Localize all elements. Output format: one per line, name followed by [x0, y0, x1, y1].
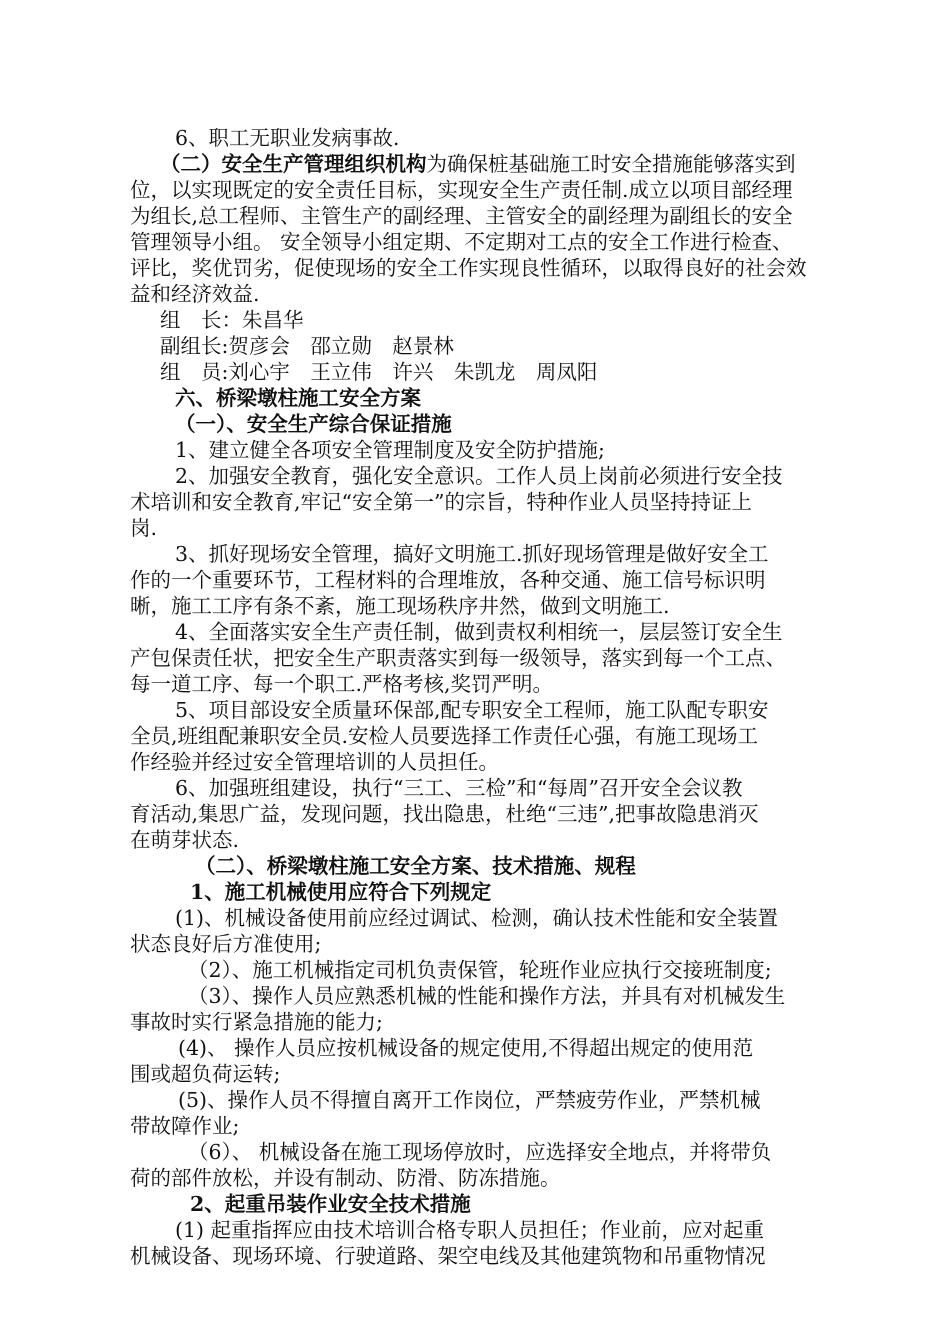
section-heading: （一）、安全生产综合保证措施: [175, 412, 452, 436]
paragraph-line: （3）、操作人员应熟悉机械的性能和操作方法，并具有对机械发生: [188, 984, 786, 1008]
team-members: 组 员:刘心宇 王立伟 许兴 朱凯龙 周凤阳: [160, 360, 598, 384]
paragraph-line: 位，以实现既定的安全责任目标，实现安全生产责任制.成立以项目部经理: [130, 178, 793, 202]
paragraph-line: 4、全面落实安全生产责任制，做到责权利相统一，层层签订安全生: [175, 620, 783, 644]
paragraph-line: 作的一个重要环节，工程材料的合理堆放，各种交通、施工信号标识明: [130, 568, 766, 592]
paragraph-line: 作经验并经过安全管理培训的人员担任。: [130, 750, 499, 774]
paragraph-line: 每一道工序、每一个职工.严格考核,奖罚严明。: [130, 672, 554, 696]
paragraph-line: (4)、 操作人员应按机械设备的规定使用,不得超出规定的使用范: [178, 1036, 754, 1060]
paragraph-line: 6、职工无职业发病事故.: [175, 126, 400, 150]
section-heading: （二）安全生产管理组织机构: [160, 152, 427, 176]
paragraph-line: （6）、 机械设备在施工现场停放时，应选择安全地点，并将带负: [188, 1140, 772, 1164]
paragraph-line: (1) 起重指挥应由技术培训合格专职人员担任；作业前，应对起重: [175, 1218, 765, 1242]
paragraph-line: (1)、机械设备使用前应经过调试、检测，确认技术性能和安全装置: [175, 906, 779, 930]
paragraph-line: 岗.: [130, 516, 158, 540]
paragraph-line: 带故障作业;: [130, 1114, 240, 1138]
section-heading: （二）、桥梁墩柱施工安全方案、技术措施、规程: [195, 854, 636, 878]
paragraph-line: 3、抓好现场安全管理，搞好文明施工.抓好现场管理是做好安全工: [175, 542, 769, 566]
paragraph-line: 晰，施工工序有条不紊，施工现场秩序井然，做到文明施工.: [130, 594, 670, 618]
paragraph-line: 管理领导小组。 安全领导小组定期、不定期对工点的安全工作进行检查、: [130, 230, 793, 254]
paragraph-line: (5)、操作人员不得擅自离开工作岗位，严禁疲劳作业，严禁机械: [178, 1088, 761, 1112]
paragraph-line: 全员,班组配兼职安全员.安检人员要选择工作责任心强，有施工现场工: [130, 724, 759, 748]
paragraph-line: 益和经济效益.: [130, 282, 260, 306]
paragraph-line: 荷的部件放松，并设有制动、防滑、防冻措施。: [130, 1166, 561, 1190]
paragraph-line: 5、项目部设安全质量环保部,配专职安全工程师，施工队配专职安: [175, 698, 769, 722]
paragraph-line: （2）、施工机械指定司机负责保管，轮班作业应执行交接班制度;: [188, 958, 772, 982]
paragraph-line: 2、加强安全教育，强化安全意识。工作人员上岗前必须进行安全技: [175, 464, 783, 488]
chapter-heading: 六、桥梁墩柱施工安全方案: [175, 386, 421, 410]
paragraph-text: 为确保桩基础施工时安全措施能够落实到: [426, 152, 796, 176]
paragraph-line: 评比，奖优罚劣，促使现场的安全工作实现良性循环，以取得良好的社会效: [130, 256, 807, 280]
paragraph-line: 在萌芽状态.: [130, 828, 240, 852]
paragraph-line: 产包保责任状，把安全生产职责落实到每一级领导，落实到每一个工点、: [130, 646, 786, 670]
paragraph-line: 事故时实行紧急措施的能力;: [130, 1010, 383, 1034]
paragraph-line: 状态良好后方准使用;: [130, 932, 322, 956]
paragraph-line: 术培训和安全教育,牢记“安全第一”的宗旨，特种作业人员坚持持证上: [130, 490, 752, 514]
paragraph-line: 育活动,集思广益，发现问题，找出隐患，杜绝“三违”,把事故隐患消灭: [130, 802, 759, 826]
paragraph-line: 围或超负荷运转;: [130, 1062, 281, 1086]
section-heading-line: [160, 150, 850, 178]
paragraph-line: 机械设备、现场环境、行驶道路、架空电线及其他建筑物和吊重物情况: [130, 1244, 766, 1268]
subsection-heading: 2、起重吊装作业安全技术措施: [190, 1192, 471, 1216]
team-leader: 组 长：朱昌华: [160, 308, 304, 332]
paragraph-line: 6、加强班组建设，执行“三工、三检”和“每周”召开安全会议教: [175, 776, 743, 800]
team-deputy-leaders: 副组长:贺彦会 邵立勋 赵景林: [160, 334, 454, 358]
paragraph-line: 为组长,总工程师、主管生产的副经理、主管安全的副经理为副组长的安全: [130, 204, 793, 228]
paragraph-line: 1、建立健全各项安全管理制度及安全防护措施;: [175, 438, 605, 462]
subsection-heading: 1、施工机械使用应符合下列规定: [190, 880, 492, 904]
